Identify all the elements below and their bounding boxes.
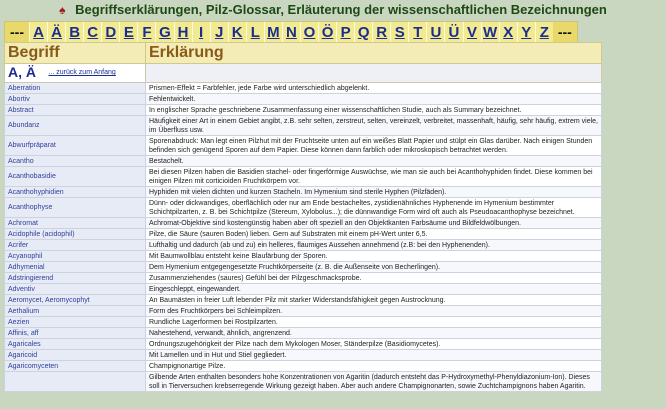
letter-link[interactable]: C <box>83 22 101 42</box>
section-label: A, Ä <box>8 64 36 80</box>
term-cell: Abortiv <box>5 94 146 105</box>
term-cell: Adventiv <box>5 284 146 295</box>
table-row <box>5 198 602 218</box>
letter-link[interactable]: G <box>155 22 173 42</box>
table-row <box>5 372 602 392</box>
table-row <box>5 306 602 317</box>
page-title-bar <box>0 0 666 20</box>
letter-link[interactable]: S <box>390 22 408 42</box>
table-row <box>5 339 602 350</box>
explanation-cell: Dem Hymenium entgegengesetzte Fruchtkörperseite (z. B. die Außenseite von Becherlingen). <box>146 262 602 273</box>
column-header-explanation: Erklärung <box>146 43 602 64</box>
table-row <box>5 350 602 361</box>
letter-link[interactable]: W <box>481 22 499 42</box>
term-cell: Abstract <box>5 105 146 116</box>
explanation-cell: Häufigkeit einer Art in einem Gebiet angibt, z.B. sehr selten, zerstreut, selten, vereinzelt, verbreitet, massenhaft, häufig, sehr häufig, extrem viele, im Überfluss usw. <box>146 116 602 136</box>
letter-link[interactable]: N <box>282 22 300 42</box>
letter-link[interactable]: Q <box>354 22 372 42</box>
letter-link[interactable]: E <box>119 22 137 42</box>
table-row <box>5 229 602 240</box>
explanation-cell: Zusammenziehendes (saures) Gefühl bei der Pilzgeschmacksprobe. <box>146 273 602 284</box>
table-row <box>5 284 602 295</box>
term-cell: Acantho <box>5 156 146 167</box>
explanation-cell: Ordnungszugehörigkeit der Pilze nach dem Mykologen Moser, Ständerpilze (Basidiomycetes). <box>146 339 602 350</box>
letter-link[interactable]: Z <box>535 22 553 42</box>
letter-link[interactable]: A <box>29 22 47 42</box>
term-cell: Acanthohyphidien <box>5 187 146 198</box>
letter-link[interactable]: Ö <box>318 22 336 42</box>
alphabet-nav <box>4 21 578 43</box>
explanation-cell: Hyphiden mit vielen dichten und kurzen Stacheln. Im Hymenium sind sterile Hyphen (Pilzfäden). <box>146 187 602 198</box>
letter-link[interactable]: L <box>246 22 264 42</box>
term-cell: Agaricoid <box>5 350 146 361</box>
letter-link[interactable]: O <box>300 22 318 42</box>
section-cell <box>5 64 146 83</box>
term-cell: Acidophile (acidophil) <box>5 229 146 240</box>
explanation-cell: Fehlentwickelt. <box>146 94 602 105</box>
letter-link[interactable]: K <box>228 22 246 42</box>
table-row <box>5 136 602 156</box>
term-cell: Aezien <box>5 317 146 328</box>
glossary-table <box>4 42 602 392</box>
term-cell: Acyanophil <box>5 251 146 262</box>
term-cell <box>5 372 146 392</box>
explanation-cell: Prismen-Effekt = Farbfehler, jede Farbe wird unterschiedlich abgelenkt. <box>146 83 602 94</box>
table-row <box>5 218 602 229</box>
explanation-cell: Sporenabdruck: Man legt einen Pilzhut mit der Fruchtseite unten auf ein weißes Blatt Papier und stülpt ein Glas darüber. Nach einigen Stunden befinden sich genügend Sporen auf dem Papier. Diese können dann farblich oder mikroskopisch betrachtet werden. <box>146 136 602 156</box>
term-cell: Adhymenial <box>5 262 146 273</box>
explanation-cell: Rundliche Lagerformen bei Rostpilzarten. <box>146 317 602 328</box>
explanation-cell: Eingeschleppt, eingewandert. <box>146 284 602 295</box>
table-header-row <box>5 43 602 64</box>
term-cell: Acrifer <box>5 240 146 251</box>
term-cell: Acanthobasidie <box>5 167 146 187</box>
term-cell: Agaricales <box>5 339 146 350</box>
explanation-cell: Form des Fruchtkörpers bei Schleimpilzen. <box>146 306 602 317</box>
term-cell: Acanthophyse <box>5 198 146 218</box>
term-cell: Abwurfpräparat <box>5 136 146 156</box>
letter-link[interactable]: H <box>174 22 192 42</box>
table-row <box>5 116 602 136</box>
table-row <box>5 328 602 339</box>
table-row <box>5 251 602 262</box>
explanation-cell: Gilbende Arten enthalten besonders hohe Konzentrationen von Agaritin (dadurch entsteht das P-Hydroxymethyl-Phenyldiazonium-Ion). Dieses soll in Tierversuchen krebserregende Wirkung gezeigt haben. Aber auch andere Champignonarten, sowie Zuchtchampignons haben Agaritin. <box>146 372 602 392</box>
letter-link[interactable]: F <box>137 22 155 42</box>
letter-link[interactable]: I <box>192 22 210 42</box>
term-cell: Aberration <box>5 83 146 94</box>
table-row <box>5 83 602 94</box>
letter-link[interactable]: R <box>372 22 390 42</box>
term-cell: Aethalium <box>5 306 146 317</box>
explanation-cell: In englischer Sprache geschriebene Zusammenfassung einer wissenschaftlichen Studie, auch als Summary bezeichnet. <box>146 105 602 116</box>
column-header-term: Begriff <box>5 43 146 64</box>
table-row <box>5 295 602 306</box>
letter-link[interactable]: Y <box>517 22 535 42</box>
letter-link[interactable]: P <box>336 22 354 42</box>
table-row <box>5 105 602 116</box>
table-row <box>5 240 602 251</box>
letter-link[interactable]: J <box>210 22 228 42</box>
explanation-cell: Champignonartige Pilze. <box>146 361 602 372</box>
letter-link[interactable]: M <box>264 22 282 42</box>
page-title: Begriffserklärungen, Pilz-Glossar, Erläuterung der wissenschaftlichen Bezeichnungen <box>75 2 607 17</box>
table-row <box>5 262 602 273</box>
explanation-cell: An Baumästen in freier Luft lebender Pilz mit starker Widerstandsfähigkeit gegen Austrocknung. <box>146 295 602 306</box>
table-row <box>5 317 602 328</box>
letter-link[interactable]: B <box>65 22 83 42</box>
explanation-cell: Dünn- oder dickwandiges, oberflächlich oder nur am Ende bestacheltes, zystidienähnliches Hyphenende im Hymenium bestimmter Schichtpilzarten, z. B. bei Schichtpilze (Stereum, Xylobolus...); die dünnwandige Form wird oft auch als Pseudoacanthophyse bezeichnet. <box>146 198 602 218</box>
table-row <box>5 273 602 284</box>
letter-link[interactable]: Ä <box>47 22 65 42</box>
explanation-cell: Bestachelt. <box>146 156 602 167</box>
mushroom-icon: ♠ <box>59 3 66 17</box>
term-cell: Agaricomyceten <box>5 361 146 372</box>
explanation-cell: Lufthaltig und dadurch (ab und zu) ein helleres, flaumiges Aussehen annehmend (z.B: bei den Hyphenenden). <box>146 240 602 251</box>
dash-left: --- <box>5 22 29 42</box>
back-to-top-link[interactable]: ... zurück zum Anfang <box>48 69 116 77</box>
explanation-cell: Mit Lamellen und in Hut und Stiel gegliedert. <box>146 350 602 361</box>
letter-link[interactable]: D <box>101 22 119 42</box>
section-row <box>5 64 602 83</box>
table-row <box>5 94 602 105</box>
term-cell: Abundanz <box>5 116 146 136</box>
explanation-cell: Mit Baumwollblau entsteht keine Blaufärbung der Sporen. <box>146 251 602 262</box>
term-cell: Affinis, aff <box>5 328 146 339</box>
letter-link[interactable]: V <box>463 22 481 42</box>
table-row <box>5 361 602 372</box>
table-row <box>5 187 602 198</box>
explanation-cell: Achromat-Objektive sind kostengünstig haben aber oft speziell an den Objektkanten Farbsäume und Bildfeldwölbungen. <box>146 218 602 229</box>
letter-link[interactable]: Ü <box>444 22 462 42</box>
letter-link[interactable]: X <box>499 22 517 42</box>
term-cell: Adstringierend <box>5 273 146 284</box>
explanation-cell: Pilze, die Säure (sauren Boden) lieben. Gern auf Substraten mit einem pH-Wert unter 6,5. <box>146 229 602 240</box>
letter-link[interactable]: U <box>426 22 444 42</box>
table-row <box>5 167 602 187</box>
section-empty-cell <box>146 64 602 83</box>
letter-link[interactable]: T <box>408 22 426 42</box>
term-cell: Aeromycet, Aeromycophyt <box>5 295 146 306</box>
term-cell: Achromat <box>5 218 146 229</box>
dash-right: --- <box>553 22 577 42</box>
explanation-cell: Bei diesen Pilzen haben die Basidien stachel- oder fingerförmige Auswüchse, wie man sie auch bei Acanthohyphiden findet. Diese kommen bei einigen Pilzen mit corticioiden Fruchtkörpern vor. <box>146 167 602 187</box>
explanation-cell: Nahestehend, verwandt, ähnlich, angrenzend. <box>146 328 602 339</box>
table-row <box>5 156 602 167</box>
